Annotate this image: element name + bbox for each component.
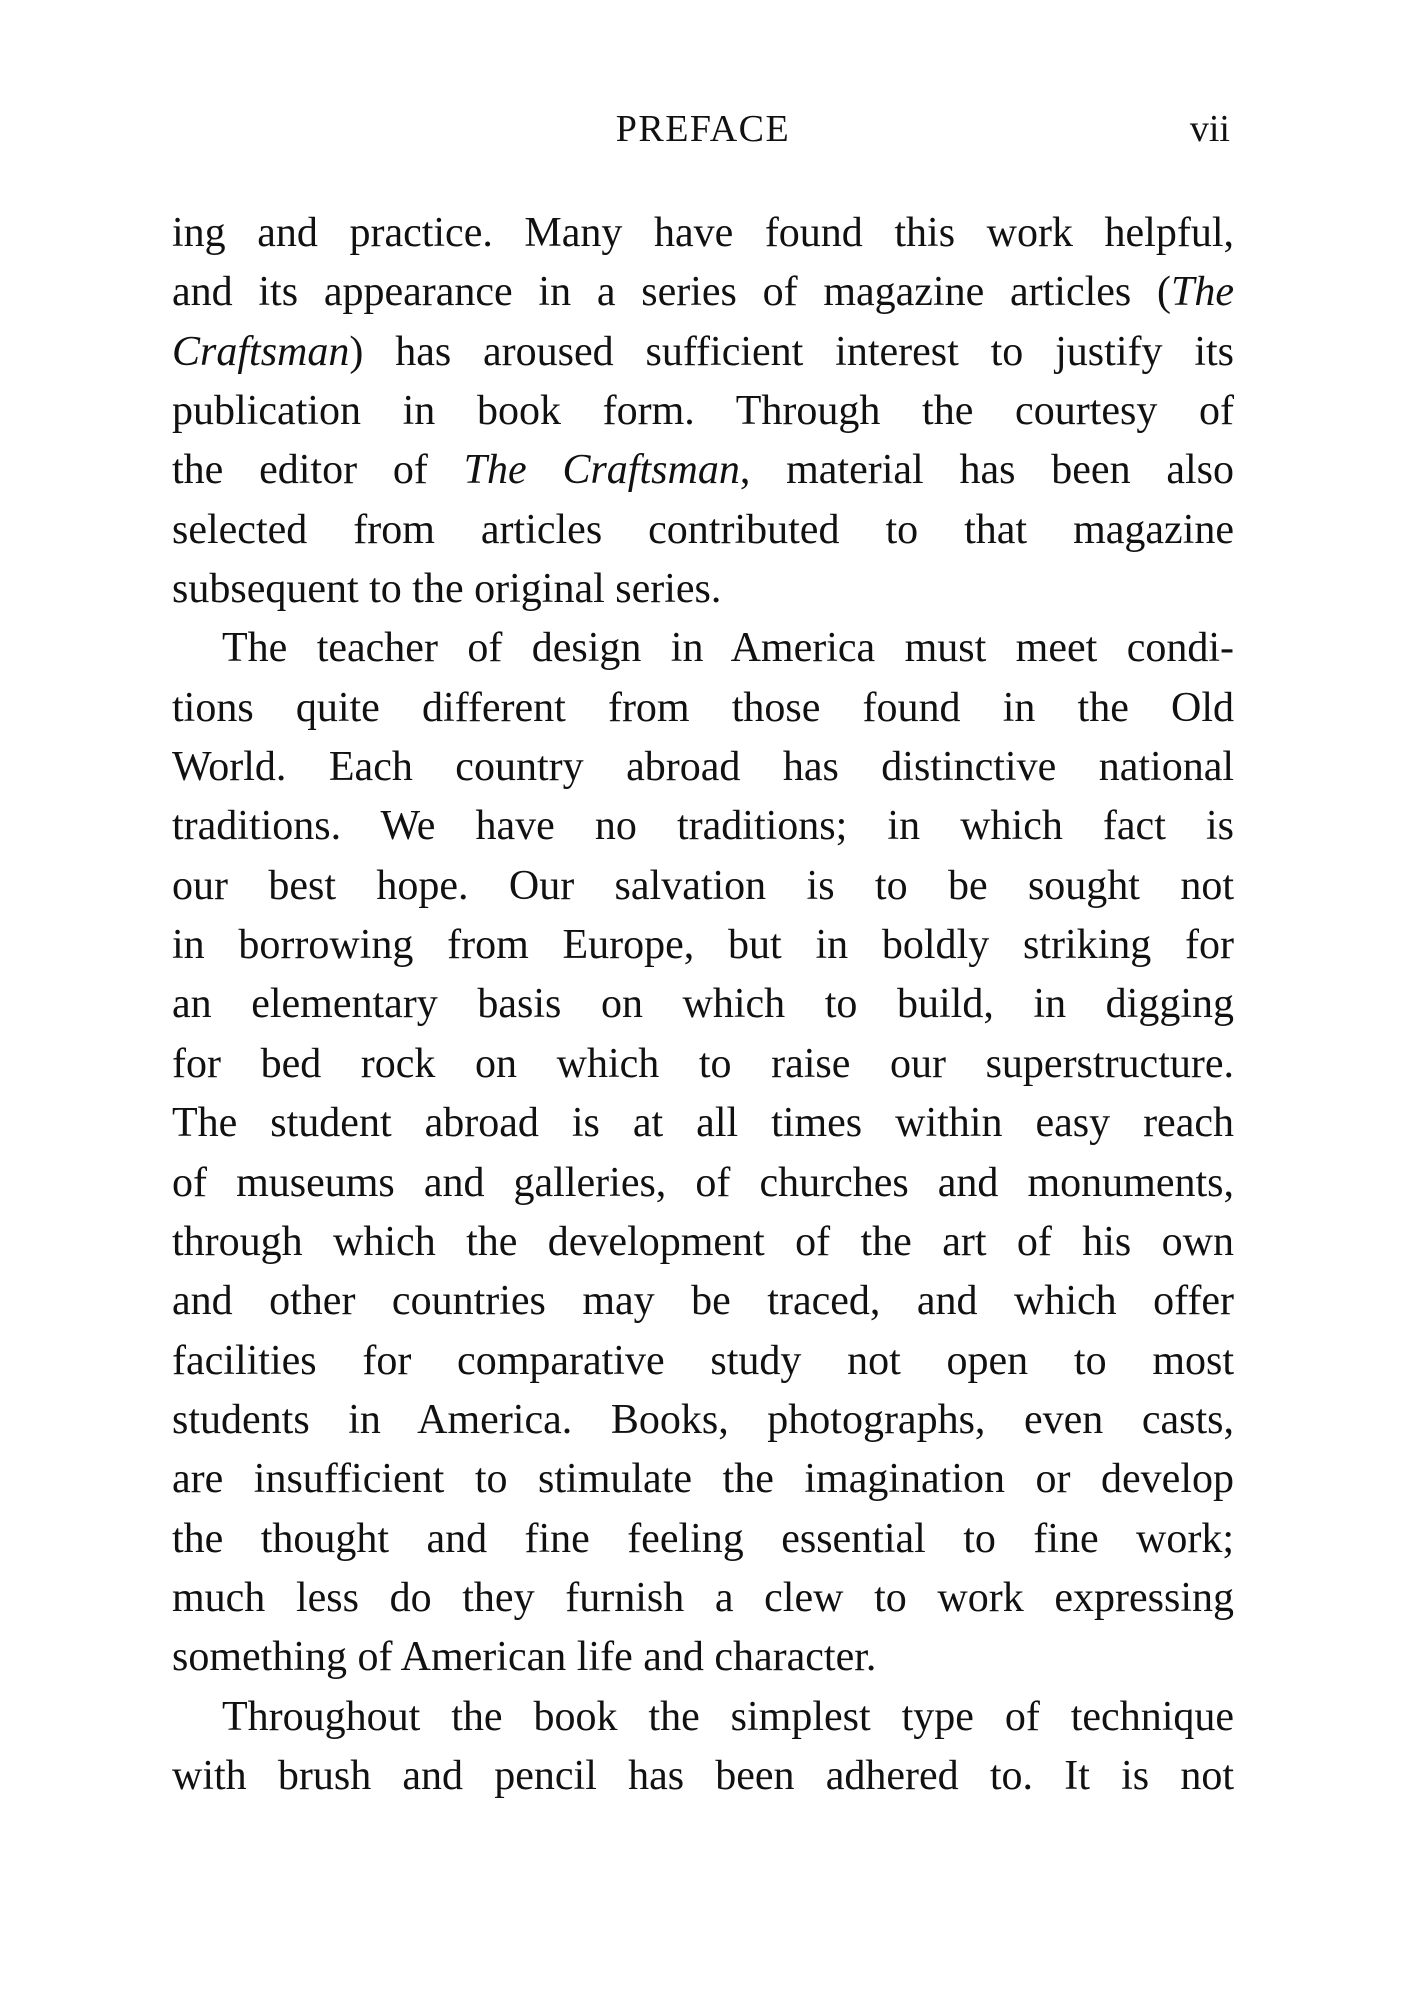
italic-title: The Craftsman [463, 447, 740, 494]
paragraph [172, 204, 1234, 619]
text-line: World. Each country abroad has distinctive national [172, 744, 1234, 791]
text-line: ing and practice. Many have found this work helpful, [172, 210, 1234, 256]
text-line: tions quite different from those found in the Old [172, 684, 1234, 731]
text-line: through which the development of the art of his own [172, 1218, 1234, 1265]
italic-title: The [1171, 269, 1234, 316]
text-line: and its appearance in a series of magazine articles (The [172, 269, 1234, 316]
text-line: traditions. We have no traditions; in which fact is [172, 803, 1234, 850]
text-line: subsequent to the original series. [172, 566, 722, 613]
paragraph [172, 1688, 1234, 1807]
italic-title: Craftsman [172, 328, 350, 375]
body-text [172, 204, 1234, 1806]
text-line: publication in book form. Through the courtesy of [172, 388, 1234, 435]
text-line: facilities for comparative study not open to most [172, 1337, 1234, 1384]
text-line: with brush and pencil has been adhered to. It is not [172, 1752, 1234, 1799]
running-head [172, 104, 1234, 154]
text-line: are insufficient to stimulate the imagination or develop [172, 1456, 1234, 1503]
page-number: vii [1189, 108, 1230, 150]
text-line: Throughout the book the simplest type of technique [222, 1693, 1234, 1740]
text-line: the editor of The Craftsman, material has been also [172, 447, 1235, 494]
text-line: something of American life and character. [172, 1634, 877, 1681]
text-line: much less do they furnish a clew to work expressing [172, 1574, 1234, 1621]
text-line: the thought and fine feeling essential to fine work; [172, 1515, 1234, 1562]
paragraph [172, 619, 1234, 1687]
text-line: and other countries may be traced, and which offer [172, 1278, 1234, 1325]
text-line: selected from articles contributed to that magazine [172, 506, 1234, 553]
text-line: students in America. Books, photographs, even casts, [172, 1396, 1234, 1443]
text-line: The teacher of design in America must meet condi- [222, 625, 1234, 672]
text-line: an elementary basis on which to build, in digging [172, 981, 1234, 1028]
text-line: in borrowing from Europe, but in boldly striking for [172, 922, 1234, 969]
text-line: The student abroad is at all times within easy reach [172, 1100, 1234, 1147]
running-title: PREFACE [615, 108, 791, 150]
text-line: of museums and galleries, of churches and monuments, [172, 1159, 1234, 1206]
text-line: Craftsman) has aroused sufficient interest to justify its [172, 328, 1234, 375]
text-line: our best hope. Our salvation is to be sought not [172, 862, 1234, 909]
text-line: for bed rock on which to raise our superstructure. [172, 1040, 1234, 1087]
